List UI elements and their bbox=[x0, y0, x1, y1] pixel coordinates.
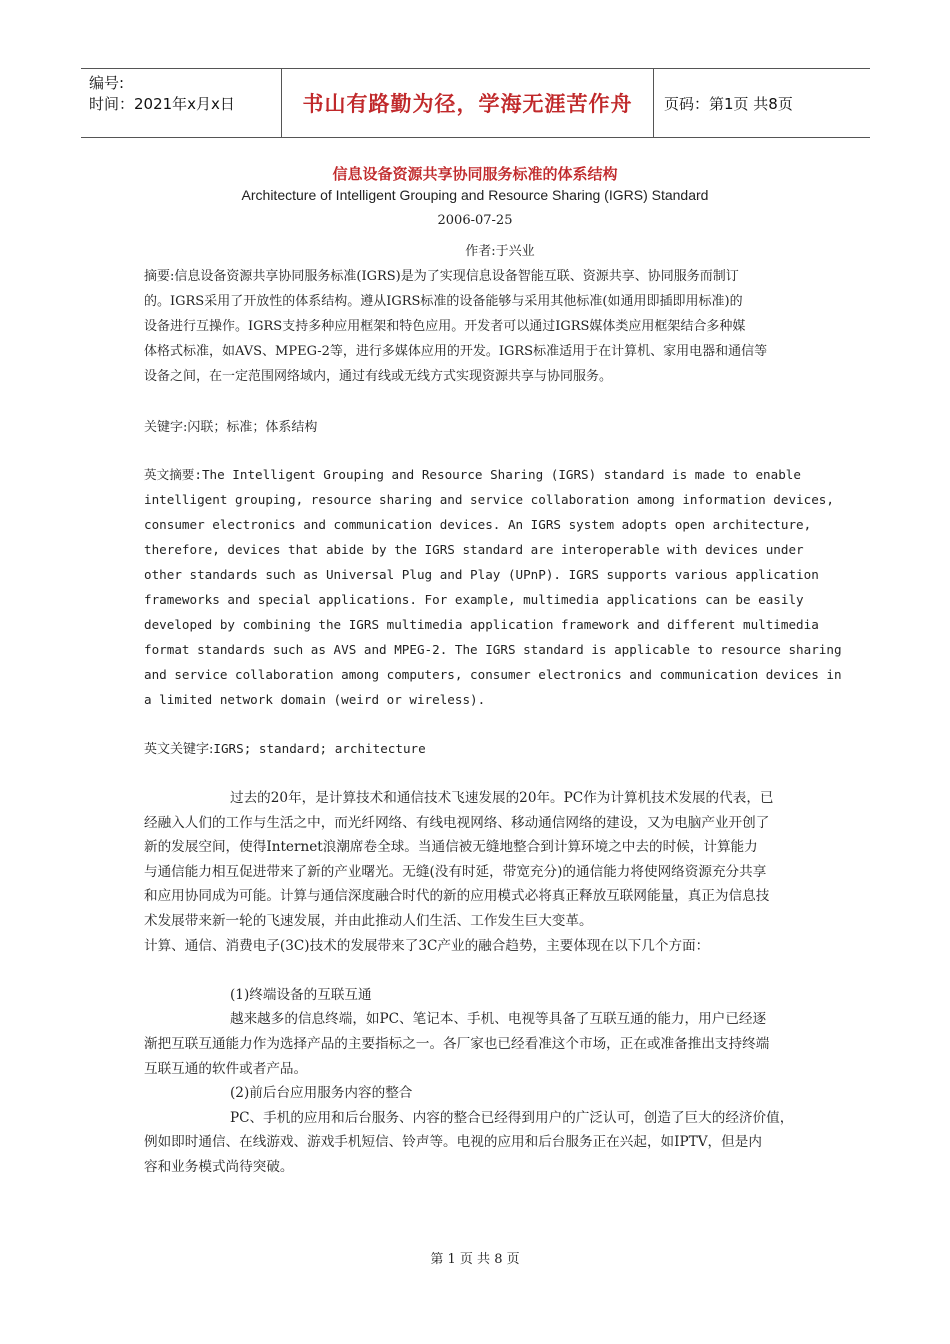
body-line: PC、手机的应用和后台服务、内容的整合已经得到用户的广泛认可，创造了巨大的经济价值， bbox=[230, 1109, 794, 1126]
header-left-cell bbox=[81, 69, 282, 137]
abstract-en-line: 英文摘要:The Intelligent Grouping and Resource Sharing (IGRS) standard is made to enable bbox=[144, 467, 801, 482]
body-line: 术发展带来新一轮的飞速发展，并由此推动人们生活、工作发生巨大变革。 bbox=[144, 912, 593, 929]
header-page-label: 页码：第1页 共8页 bbox=[664, 94, 793, 113]
abstract-cn-line: 体格式标准，如AVS、MPEG-2等，进行多媒体应用的开发。IGRS标准适用于在计算机、家用电器和通信等 bbox=[144, 344, 768, 359]
title-cn: 信息设备资源共享协同服务标准的体系结构 bbox=[332, 165, 618, 183]
abstract-cn bbox=[144, 264, 812, 389]
body-line: 互联互通的软件或者产品。 bbox=[144, 1060, 308, 1077]
page-header bbox=[81, 68, 870, 138]
abstract-en-line: other standards such as Universal Plug and Play (UPnP). IGRS supports various application bbox=[144, 567, 819, 582]
abstract-cn-line: 设备进行互操作。IGRS支持多种应用框架和特色应用。开发者可以通过IGRS媒体类应用框架结合多种媒 bbox=[144, 319, 746, 334]
abstract-en bbox=[144, 462, 842, 712]
subsection-title: (1)终端设备的互联互通 bbox=[230, 986, 372, 1003]
abstract-en-line: consumer electronics and communication devices. An IGRS system adopts open architecture, bbox=[144, 517, 812, 532]
spacer bbox=[144, 958, 812, 983]
abstract-en-line: format standards such as AVS and MPEG-2. The IGRS standard is applicable to resource sharing bbox=[144, 642, 842, 657]
title-en: Architecture of Intelligent Grouping and Resource Sharing (IGRS) Standard bbox=[241, 187, 709, 203]
abstract-en-line: intelligent grouping, resource sharing and service collaboration among information devices, bbox=[144, 492, 834, 507]
body-text bbox=[144, 786, 812, 1180]
abstract-cn-line: 设备之间，在一定范围网络域内，通过有线或无线方式实现资源共享与协同服务。 bbox=[144, 369, 613, 384]
body-line: 新的发展空间，使得Internet浪潮席卷全球。当通信被无缝地整合到计算环境之中去的时候，计算能力 bbox=[144, 839, 758, 856]
abstract-en-line: developed by combining the IGRS multimedia application framework and different multimedia bbox=[144, 617, 819, 632]
body-line: 过去的20年，是计算技术和通信技术飞速发展的20年。PC作为计算机技术发展的代表，已 bbox=[230, 790, 774, 806]
body-line: 例如即时通信、在线游戏、游戏手机短信、铃声等。电视的应用和后台服务正在兴起，如IPTV，但是内 bbox=[144, 1134, 762, 1151]
author: 作者:于兴业 bbox=[465, 244, 535, 259]
abstract-cn-line: 的。IGRS采用了开放性的体系结构。遵从IGRS标准的设备能够与采用其他标准(如通用即插即用标准)的 bbox=[144, 294, 743, 309]
time-label: 时间：2021年x月x日 bbox=[89, 95, 235, 113]
body-line: 计算、通信、消费电子(3C)技术的发展带来了3C产业的融合趋势，主要体现在以下几个方面： bbox=[144, 937, 710, 954]
abstract-en-line: and service collaboration among computers, consumer electronics and communication devices in bbox=[144, 667, 842, 682]
abstract-en-line: frameworks and special applications. For example, multimedia applications can be easily bbox=[144, 592, 804, 607]
subsection-title: (2)前后台应用服务内容的整合 bbox=[230, 1085, 413, 1102]
header-motto: 书山有路勤为径，学海无涯苦作舟 bbox=[282, 69, 654, 137]
number-label: 编号: bbox=[89, 74, 125, 92]
date: 2006-07-25 bbox=[437, 213, 513, 228]
keywords-en-value: IGRS; standard; architecture bbox=[213, 741, 426, 756]
abstract-en-line: a limited network domain (weird or wireless). bbox=[144, 692, 486, 707]
body-line: 容和业务模式尚待突破。 bbox=[144, 1158, 294, 1175]
body-line: 经融入人们的工作与生活之中，而光纤网络、有线电视网络、移动通信网络的建设，又为电脑产业开创了 bbox=[144, 814, 770, 831]
keywords-en-label: 英文关键字: bbox=[144, 742, 214, 757]
abstract-cn-line: 摘要:信息设备资源共享协同服务标准(IGRS)是为了实现信息设备智能互联、资源共享、协同服务而制订 bbox=[144, 269, 739, 284]
body-line: 与通信能力相互促进带来了新的产业曙光。无缝(没有时延，带宽充分)的通信能力将使网络资源充分共享 bbox=[144, 863, 767, 880]
body-line: 和应用协同成为可能。计算与通信深度融合时代的新的应用模式必将真正释放互联网能量，真正为信息技 bbox=[144, 888, 770, 905]
keywords-cn: 关键字:闪联；标准；体系结构 bbox=[144, 420, 318, 435]
keywords-en bbox=[144, 736, 812, 762]
body-line: 越来越多的信息终端，如PC、笔记本、手机、电视等具备了互联互通的能力，用户已经逐 bbox=[230, 1011, 767, 1028]
abstract-en-line: therefore, devices that abide by the IGRS standard are interoperable with devices under bbox=[144, 542, 804, 557]
body-line: 渐把互联互通能力作为选择产品的主要指标之一。各厂家也已经看准这个市场，正在或准备推出支持终端 bbox=[144, 1035, 770, 1052]
page-footer: 第 1 页 共 8 页 bbox=[430, 1252, 520, 1267]
